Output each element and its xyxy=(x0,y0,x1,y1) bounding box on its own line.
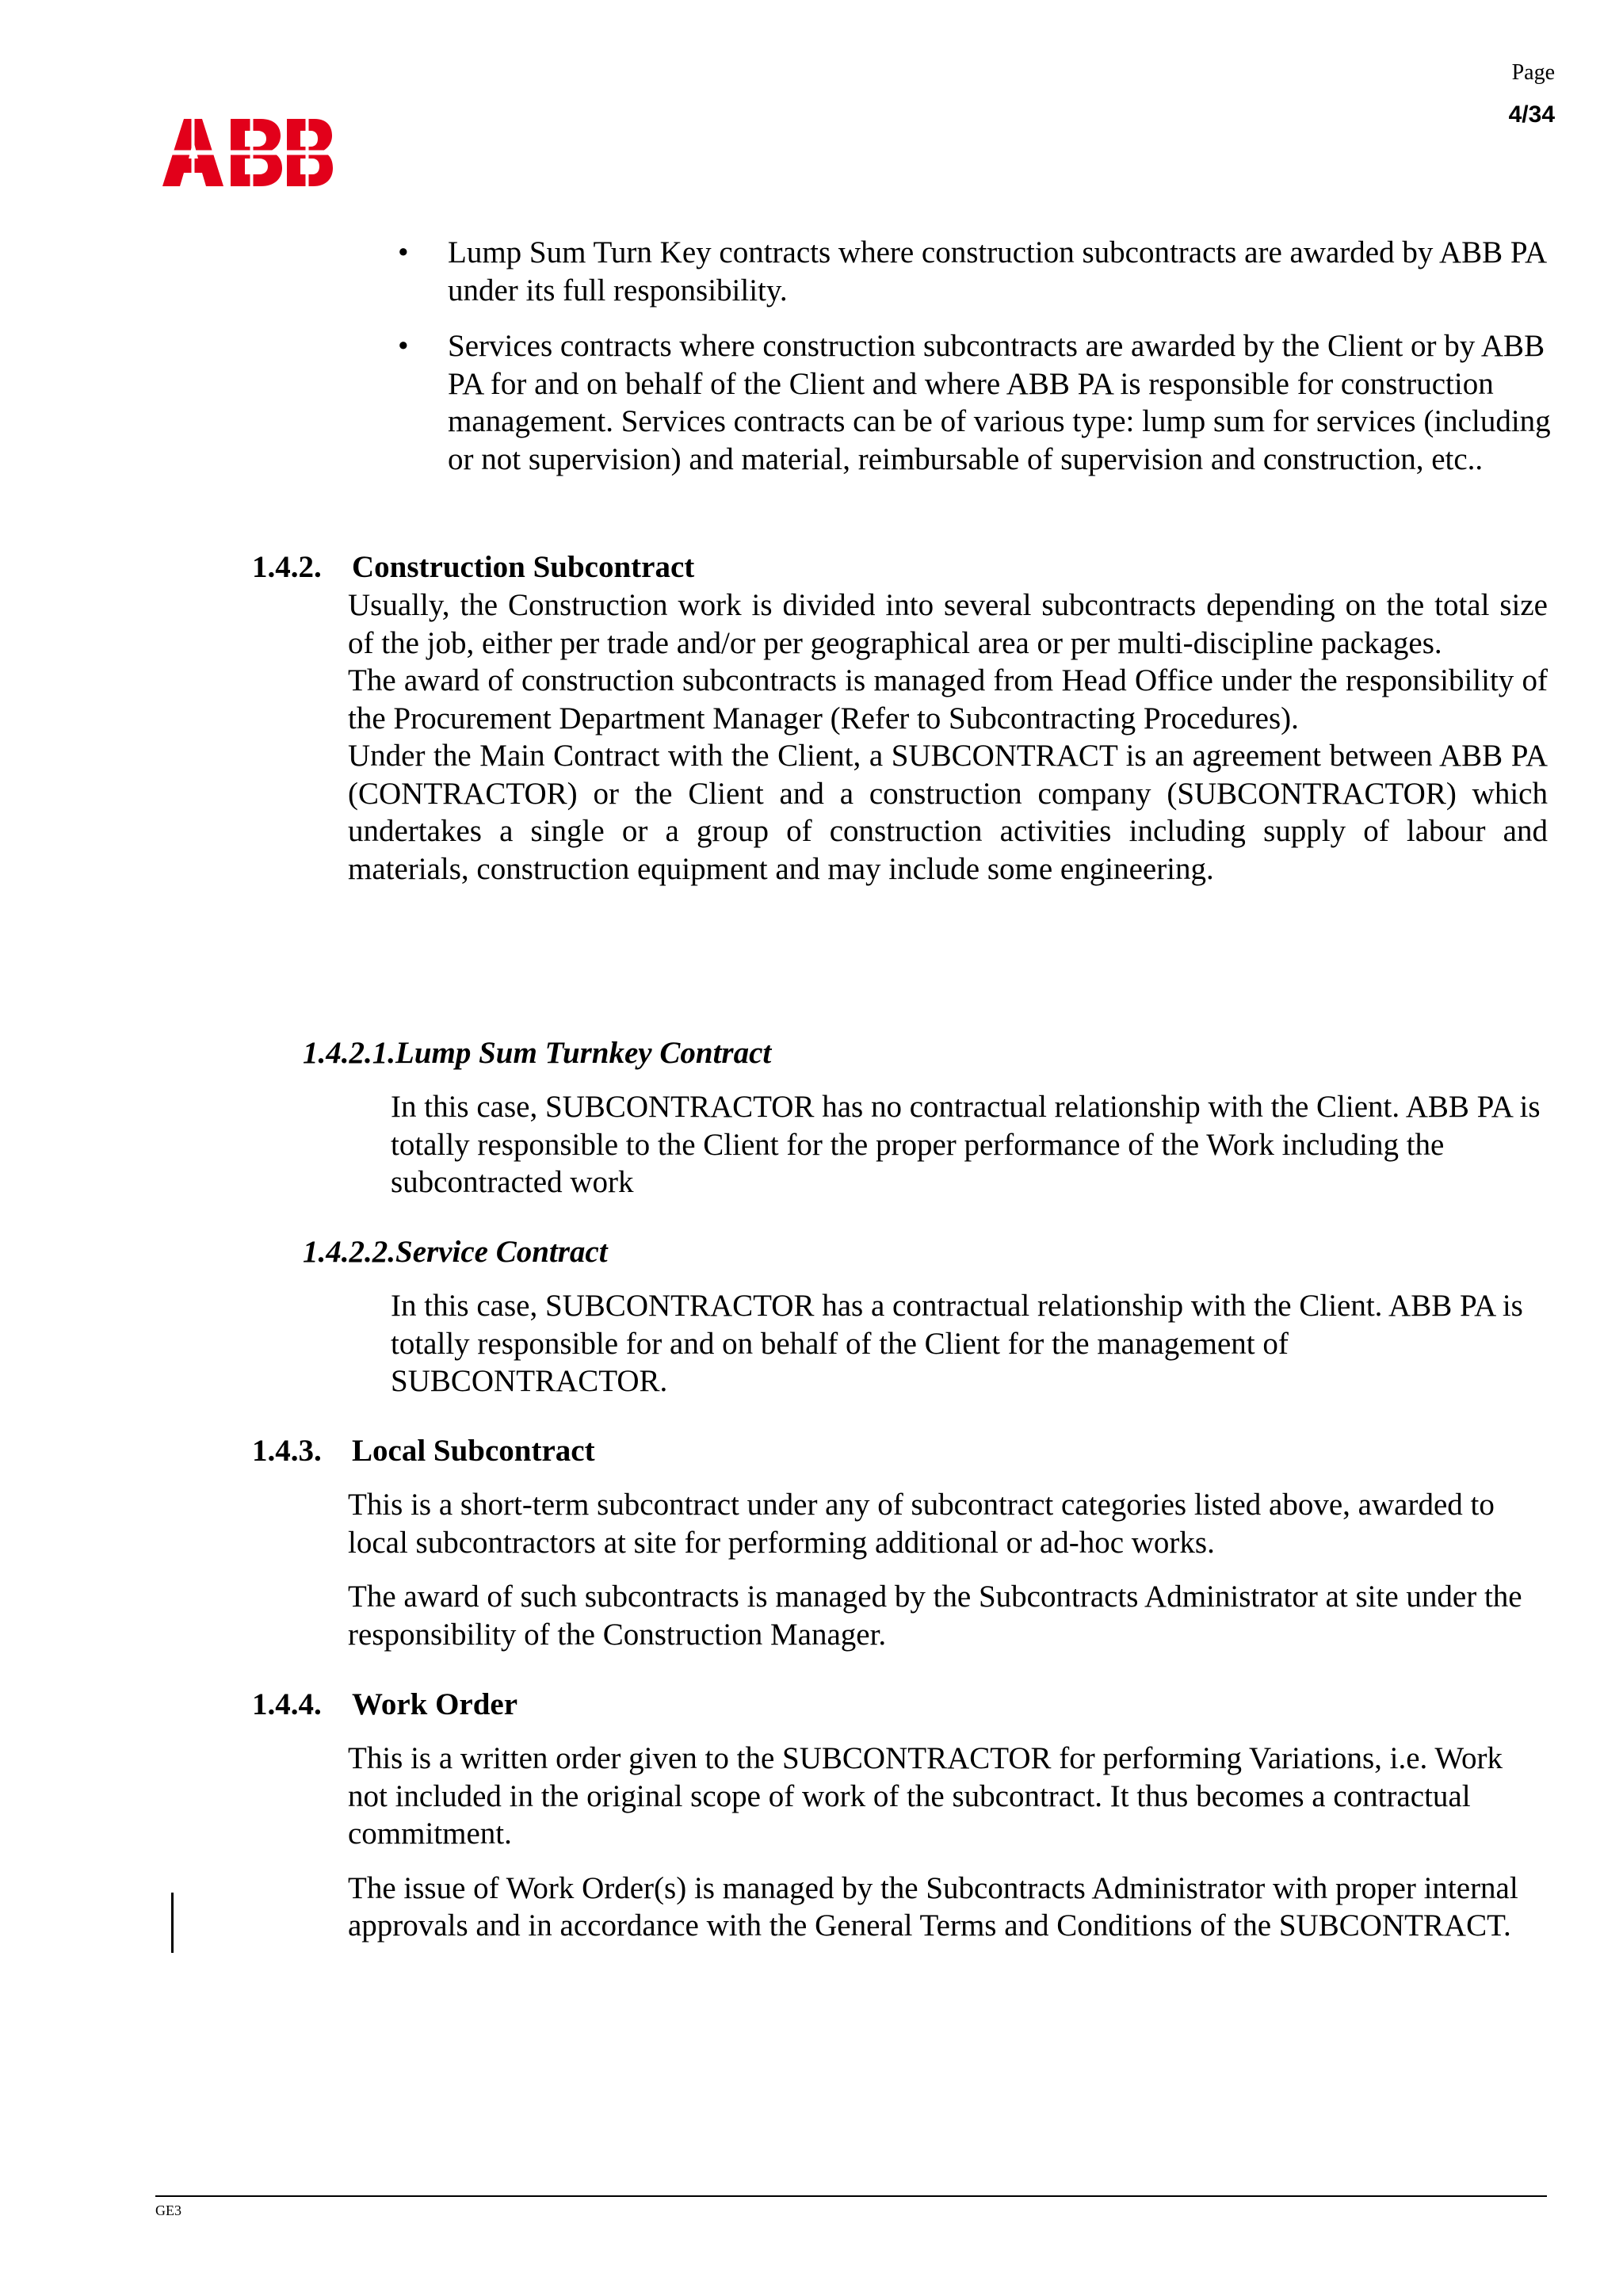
bullet-text: Lump Sum Turn Key contracts where construction subcontracts are awarded by ABB PA under its full responsibility. xyxy=(448,235,1546,308)
section-number: 1.4.2. xyxy=(252,550,322,584)
bullet-marker: • xyxy=(398,329,409,363)
subsection-heading-1-4-2-1: 1.4.2.1.Lump Sum Turnkey Contract xyxy=(303,1036,772,1070)
paragraph: Under the Main Contract with the Client, a SUBCONTRACT is an agreement between ABB PA (CONTRACTOR) or the Client and a construction company (SUBCONTRACTOR) which undertakes a single or a group of construction activities including supply of labour and materials, construction equipment and may include some engineering. xyxy=(348,739,1548,886)
bullet-marker: • xyxy=(398,235,409,269)
page-number: 4/34 xyxy=(1508,101,1555,128)
subsection-body-1-4-2-1 xyxy=(391,1088,1548,1201)
section-title: Local Subcontract xyxy=(352,1434,595,1468)
bullet-list xyxy=(396,234,1553,496)
section-number: 1.4.4. xyxy=(252,1687,322,1721)
section-heading-1-4-4 xyxy=(252,1686,517,1724)
section-title: Construction Subcontract xyxy=(352,550,695,584)
paragraph: The award of such subcontracts is managed by the Subcontracts Administrator at site under the responsibility of the Construction Manager. xyxy=(348,1580,1522,1652)
section-number: 1.4.3. xyxy=(252,1434,322,1468)
paragraph: This is a written order given to the SUBCONTRACTOR for performing Variations, i.e. Work not included in the original scope of work of the subcontract. It thus becomes a contractual commitment. xyxy=(348,1741,1503,1851)
page-label: Page xyxy=(1511,60,1555,85)
list-item xyxy=(396,327,1553,478)
footer-code: GE3 xyxy=(155,2202,181,2218)
subsection-body-1-4-2-2 xyxy=(391,1287,1548,1400)
abb-logo xyxy=(162,119,333,186)
paragraph: The issue of Work Order(s) is managed by the Subcontracts Administrator with proper internal approvals and in accordance with the General Terms and Conditions of the SUBCONTRACT. xyxy=(348,1870,1518,1943)
footer-divider xyxy=(155,2195,1547,2197)
bullet-text: Services contracts where construction subcontracts are awarded by the Client or by ABB PA for and on behalf of the Client and where ABB PA is responsible for construction management. Services contracts can be of various type: lump sum for services (including or not supervision) and material, reimbursable of supervision and construction, etc.. xyxy=(448,329,1551,476)
section-body-1-4-4 xyxy=(348,1740,1548,1945)
paragraph: Usually, the Construction work is divided into several subcontracts depending on the total size of the job, either per trade and/or per geographical area or per multi-discipline packages. xyxy=(348,588,1548,660)
subsection-heading-1-4-2-2: 1.4.2.2.Service Contract xyxy=(303,1235,608,1269)
section-body-1-4-3 xyxy=(348,1486,1548,1653)
list-item xyxy=(396,234,1553,309)
paragraph: This is a short-term subcontract under any of subcontract categories listed above, awarded to local subcontractors at site for performing additional or ad-hoc works. xyxy=(348,1488,1495,1560)
section-body-1-4-2 xyxy=(348,586,1548,888)
section-title: Work Order xyxy=(352,1687,518,1721)
section-heading-1-4-2 xyxy=(252,548,694,586)
section-heading-1-4-3 xyxy=(252,1432,595,1470)
paragraph: In this case, SUBCONTRACTOR has a contractual relationship with the Client. ABB PA is totally responsible for and on behalf of the Client for the management of SUBCONTRACTOR. xyxy=(391,1289,1523,1398)
revision-change-bar xyxy=(171,1893,174,1953)
paragraph: The award of construction subcontracts is managed from Head Office under the responsibility of the Procurement Department Manager (Refer to Subcontracting Procedures). xyxy=(348,663,1548,735)
paragraph: In this case, SUBCONTRACTOR has no contractual relationship with the Client. ABB PA is totally responsible to the Client for the proper performance of the Work including the subcontracted work xyxy=(391,1090,1541,1199)
